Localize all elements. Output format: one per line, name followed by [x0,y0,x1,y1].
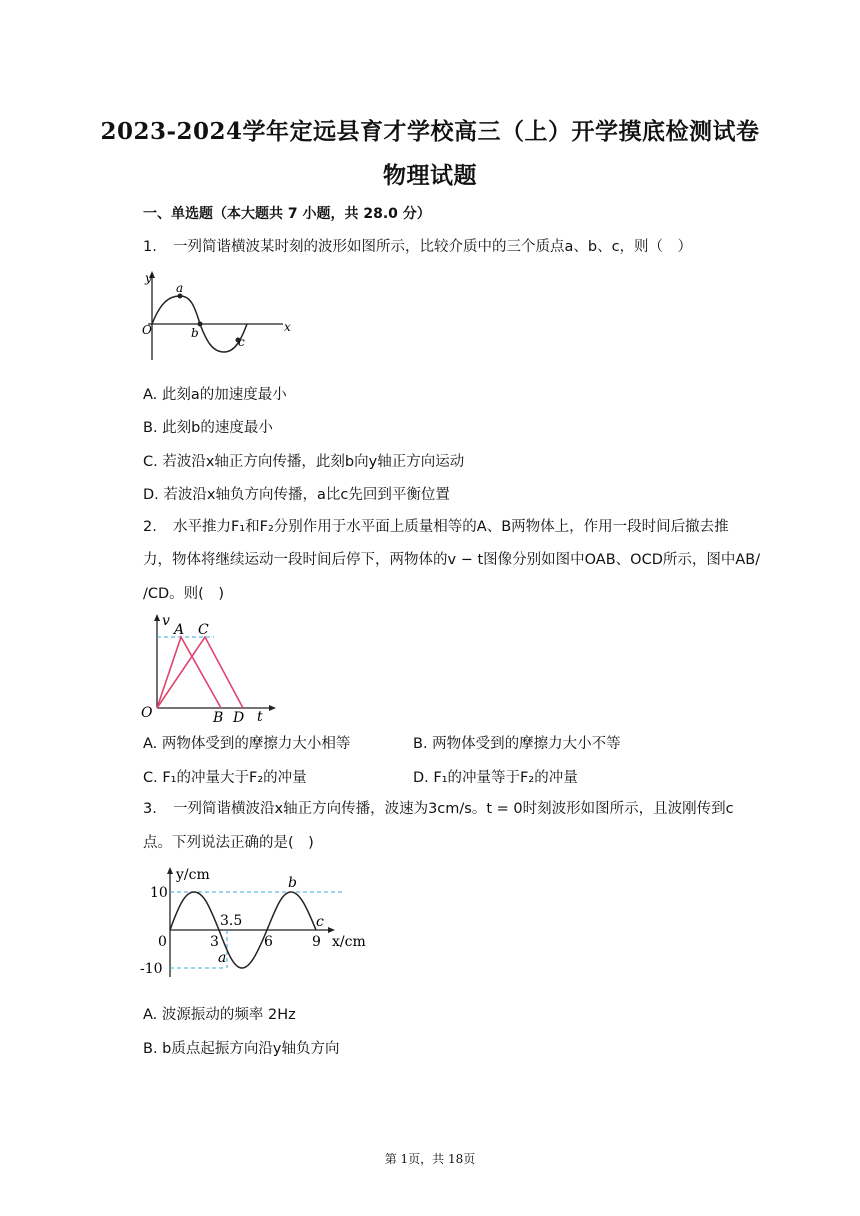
q1-option-a: A. 此刻a的加速度最小 [143,387,287,403]
exam-title: 2023-2024学年定远县育才学校高三（上）开学摸底检测试卷 [100,118,760,145]
q3-marker-3-5: 3.5 [220,913,243,929]
q1-option-c: C. 若波沿x轴正方向传播，此刻b向y轴正方向运动 [143,454,465,470]
q3-xtick-0: 0 [158,934,167,950]
q3-y-label: y/cm [176,867,210,883]
q2-option-d: D. F₁的冲量等于F₂的冲量 [413,770,578,786]
q1-y-label: y [145,271,152,285]
q3-option-b: B. b质点起振方向沿y轴负方向 [143,1041,340,1057]
q1-option-b: B. 此刻b的速度最小 [143,420,273,436]
q1-c-label: c [238,335,245,349]
q3-ytick-10: 10 [150,885,168,901]
q1-origin-label: O [142,323,152,337]
q3-xtick-3: 3 [210,934,219,950]
q3-stem-line2: 点。下列说法正确的是( ) [143,835,314,851]
q2-v-arrow [154,614,160,621]
q2-option-a: A. 两物体受到的摩擦力大小相等 [143,736,351,752]
q2-stem-line3: /CD。则( ) [143,586,224,602]
q3-y-arrow [167,867,173,874]
q3-ytick-minus10: -10 [140,961,163,977]
q1-x-label: x [284,320,291,334]
q3-option-a: A. 波源振动的频率 2Hz [143,1007,296,1023]
q3-b-label: b [288,875,297,891]
q3-stem-line1: 一列简谐横波沿x轴正方向传播，波速为3cm/s。t = 0时刻波形如图所示，且波刚传到c [173,801,734,817]
page-footer: 第 1页，共 18页 [384,1152,476,1166]
q2-line-OCD [157,637,243,708]
q1-wave-figure [140,268,300,368]
q2-C-label: C [198,622,209,638]
q2-t-label: t [257,709,263,725]
q2-A-label: A [174,622,185,638]
q1-number: 1. [143,239,157,255]
q3-x-arrow [328,927,335,933]
q2-v-label: v [162,613,170,629]
q1-a-label: a [176,281,184,295]
q3-x-label: x/cm [332,934,366,950]
q3-xtick-6: 6 [264,934,273,950]
q2-origin-label: O [141,705,153,721]
q3-wave-figure [138,862,370,984]
q2-number: 2. [143,519,157,535]
q2-t-arrow [269,705,276,711]
exam-subtitle: 物理试题 [383,162,477,189]
q2-D-label: D [233,710,245,726]
q3-xtick-9: 9 [312,934,321,950]
q1-b-label: b [191,326,199,340]
q2-stem-line2: 力，物体将继续运动一段时间后停下，两物体的v − t图像分别如图中OAB、OCD所示，图中AB/ [143,552,761,568]
q3-a-label: a [218,950,227,966]
q2-option-c: C. F₁的冲量大于F₂的冲量 [143,770,307,786]
q3-c-label: c [316,914,324,930]
q3-number: 3. [143,801,157,817]
q2-B-label: B [213,710,224,726]
q1-stem: 一列简谐横波某时刻的波形如图所示，比较介质中的三个质点a、b、c，则（ ） [173,239,693,255]
section-heading: 一、单选题（本大题共 7 小题，共 28.0 分） [143,206,431,222]
q2-stem-line1: 水平推力F₁和F₂分别作用于水平面上质量相等的A、B两物体上，作用一段时间后撤去推 [173,519,729,535]
q2-vt-figure [138,610,278,728]
q1-option-d: D. 若波沿x轴负方向传播，a比c先回到平衡位置 [143,487,450,503]
q2-option-b: B. 两物体受到的摩擦力大小不等 [413,736,621,752]
